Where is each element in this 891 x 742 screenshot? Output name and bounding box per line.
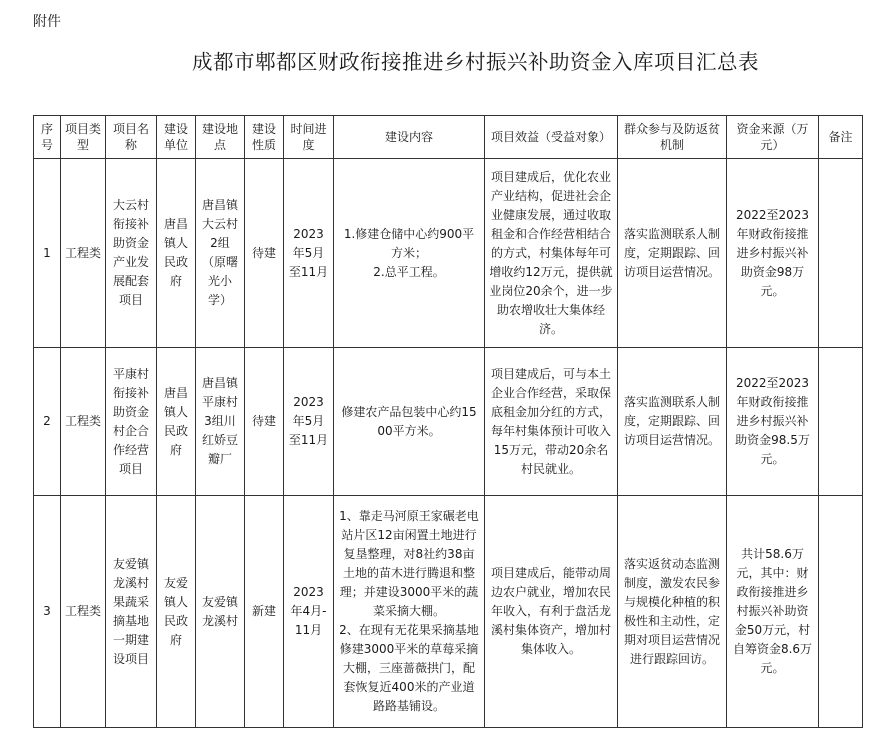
table-row [34,496,863,728]
attachment-label: 附件 [33,14,61,30]
header-cell-name: 项目名称 [106,116,157,159]
header-cell-type: 项目类型 [61,116,106,159]
cell-unit: 唐昌镇人民政府 [157,348,196,496]
cell-name: 大云村衔接补助资金产业发展配套项目 [106,159,157,348]
cell-remark [819,159,863,348]
cell-remark [819,496,863,728]
cell-index: 3 [34,496,61,728]
cell-type: 工程类 [61,159,106,348]
cell-schedule: 2023年5月至11月 [284,159,334,348]
table-header-row [34,116,863,159]
cell-benefit: 项目建成后，优化农业产业结构，促进社会企业健康发展，通过收取租金和合作经营相结合的方式，村集体每年可增收约12万元，提供就业岗位20余个，进一步助农增收壮大集体经济。 [485,159,618,348]
cell-nature: 待建 [245,348,284,496]
header-cell-mechanism: 群众参与及防返贫机制 [618,116,727,159]
table-row [34,348,863,496]
cell-benefit: 项目建成后，能带动周边农户就业，增加农民年收入，有利于盘活龙溪村集体资产，增加村集体收入。 [485,496,618,728]
cell-unit: 唐昌镇人民政府 [157,159,196,348]
cell-mechanism: 落实监测联系人制度，定期跟踪、回访项目运营情况。 [618,348,727,496]
table-row [34,159,863,348]
cell-unit: 友爱镇人民政府 [157,496,196,728]
cell-location: 唐昌镇大云村2组（原曙光小学） [196,159,245,348]
cell-name: 友爱镇龙溪村果蔬采摘基地一期建设项目 [106,496,157,728]
cell-content: 1、靠走马河原王家碾老电站片区12亩闲置土地进行复垦整理，对8社约38亩土地的苗木进行腾退和整理；并建设3000平米的蔬菜采摘大棚。 2、在现有无花果采摘基地修建3000平米的草莓采摘大棚，三座蔷薇拱门，配套恢复近400米的产业道路路基铺设。 [334,496,485,728]
cell-schedule: 2023年4月-11月 [284,496,334,728]
cell-mechanism: 落实监测联系人制度，定期跟踪、回访项目运营情况。 [618,159,727,348]
cell-location: 唐昌镇平康村3组川红娇豆瓣厂 [196,348,245,496]
cell-content: 修建农产品包装中心约1500平方米。 [334,348,485,496]
cell-funding: 共计58.6万元，其中：财政衔接推进乡村振兴补助资金50万元，村自筹资金8.6万元。 [727,496,819,728]
cell-type: 工程类 [61,348,106,496]
header-cell-nature: 建设性质 [245,116,284,159]
header-cell-benefit: 项目效益（受益对象） [485,116,618,159]
header-cell-index: 序号 [34,116,61,159]
header-cell-funding: 资金来源（万元） [727,116,819,159]
cell-schedule: 2023年5月至11月 [284,348,334,496]
header-cell-content: 建设内容 [334,116,485,159]
cell-index: 1 [34,159,61,348]
cell-nature: 新建 [245,496,284,728]
cell-location: 友爱镇龙溪村 [196,496,245,728]
header-cell-schedule: 时间进度 [284,116,334,159]
cell-index: 2 [34,348,61,496]
project-summary-table [33,115,863,728]
cell-mechanism: 落实返贫动态监测制度，激发农民参与规模化种植的积极性和主动性，定期对项目运营情况进行跟踪回访。 [618,496,727,728]
cell-benefit: 项目建成后，可与本土企业合作经营，采取保底租金加分红的方式，每年村集体预计可收入15万元，带动20余名村民就业。 [485,348,618,496]
cell-remark [819,348,863,496]
cell-type: 工程类 [61,496,106,728]
cell-funding: 2022至2023年财政衔接推进乡村振兴补助资金98万元。 [727,159,819,348]
header-cell-unit: 建设单位 [157,116,196,159]
page-title: 成都市郫都区财政衔接推进乡村振兴补助资金入库项目汇总表 [192,50,759,74]
cell-nature: 待建 [245,159,284,348]
cell-content: 1.修建仓储中心约900平方米； 2.总平工程。 [334,159,485,348]
header-cell-location: 建设地点 [196,116,245,159]
cell-funding: 2022至2023年财政衔接推进乡村振兴补助资金98.5万元。 [727,348,819,496]
cell-name: 平康村衔接补助资金村企合作经营项目 [106,348,157,496]
header-cell-remark: 备注 [819,116,863,159]
